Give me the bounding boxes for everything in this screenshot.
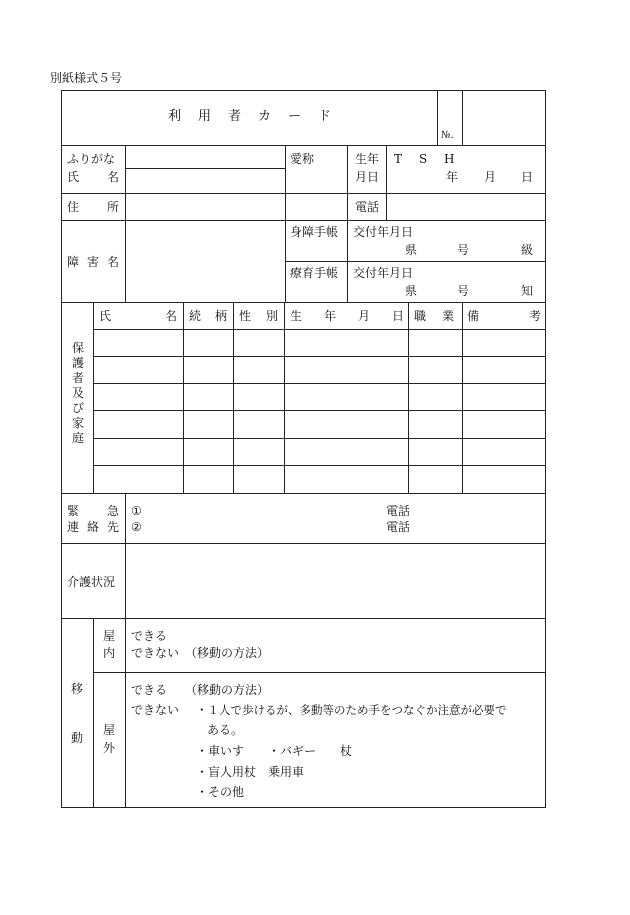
era-option: S (419, 152, 428, 166)
nickname-label: 愛称 (290, 152, 315, 166)
family-header-name: 氏 (99, 309, 112, 323)
prefecture-label: 県 (405, 243, 418, 257)
disability-label-char: 害 (87, 255, 100, 269)
outdoor-option-wheelchair: ・車いす ・バギー 杖 (196, 744, 353, 758)
outdoor-option-walk-cont: ある。 (207, 723, 244, 737)
emergency-phone-2: 電話 (386, 520, 411, 534)
issue-date-label: 交付年月日 (353, 266, 414, 280)
era-option: H (444, 152, 455, 166)
card-title-char: カ (258, 109, 272, 124)
family-header-relation: 柄 (215, 309, 228, 323)
emergency-phone-1: 電話 (386, 504, 411, 518)
name-label-char: 氏 (67, 170, 80, 184)
emergency-label-char: 緊 (67, 504, 80, 518)
family-header-birth: 生 (290, 309, 303, 323)
family-header-birth: 年 (324, 309, 337, 323)
name-label-char: 名 (107, 170, 120, 184)
address-label-char: 住 (67, 200, 80, 214)
family-header-birth: 日 (392, 309, 405, 323)
number-label: №. (441, 130, 454, 141)
knowledge-suffix: 知 (521, 284, 534, 298)
family-header-name: 名 (165, 309, 178, 323)
family-header-birth: 月 (358, 309, 371, 323)
form-code: 別紙様式５号 (50, 71, 123, 85)
disability-label-char: 障 (67, 255, 80, 269)
address-label-char: 所 (107, 200, 120, 214)
phone-label: 電話 (355, 200, 380, 214)
birth-label-line: 生年 (355, 152, 380, 166)
era-option: T (394, 152, 403, 166)
family-header-relation: 続 (189, 309, 202, 323)
guardian-vertical-label: 保 護 者 及 び 家 庭 (71, 341, 84, 445)
birth-year-unit: 年 (446, 170, 459, 184)
disability-label-char: 名 (107, 255, 120, 269)
birth-label-line: 月日 (355, 170, 380, 184)
family-header-remarks: 備 (467, 309, 480, 323)
indoor-can: できる (131, 629, 168, 643)
furigana-label: ふりがな (67, 152, 116, 166)
prefecture-label: 県 (405, 284, 418, 298)
birth-month-unit: 月 (484, 170, 497, 184)
outdoor-label-char: 屋 (103, 723, 116, 737)
indoor-label-char: 内 (103, 646, 116, 660)
outdoor-can: できる （移動の方法） (131, 683, 270, 697)
birth-day-unit: 日 (521, 170, 534, 184)
outdoor-label-char: 外 (103, 741, 116, 755)
contact-label-char: 連 (67, 520, 80, 534)
grade-suffix: 級 (521, 243, 534, 257)
mobility-label-char: 動 (71, 731, 84, 745)
card-title-char: ー (288, 109, 302, 124)
physical-handbook-label: 身障手帳 (290, 225, 339, 239)
family-header-job: 業 (442, 309, 455, 323)
indoor-label-char: 屋 (103, 629, 116, 643)
contact-label-char: 絡 (87, 520, 100, 534)
emergency-item-1: ① (131, 504, 142, 518)
card-title-char: 利 (168, 109, 182, 124)
family-header-job: 職 (414, 309, 427, 323)
outdoor-option-other: ・その他 (196, 785, 245, 799)
family-header-sex: 別 (266, 309, 279, 323)
outdoor-cannot: できない (131, 703, 180, 717)
family-header-remarks: 考 (529, 309, 542, 323)
care-status-label: 介護状況 (67, 575, 116, 589)
family-header-sex: 性 (239, 309, 252, 323)
card-title-char: 者 (228, 109, 242, 124)
issue-date-label: 交付年月日 (353, 225, 414, 239)
mobility-label-char: 移 (71, 682, 84, 696)
outdoor-option-walk: ・１人で歩けるが、多動等のため手をつなぐか注意が必要で (196, 703, 507, 717)
number-suffix: 号 (457, 284, 470, 298)
card-title-char: ド (318, 109, 332, 124)
card-title-char: 用 (198, 109, 212, 124)
emergency-label-char: 急 (107, 504, 120, 518)
outdoor-option-cane: ・盲人用杖 乗用車 (196, 765, 305, 779)
emergency-item-2: ② (131, 520, 142, 534)
number-suffix: 号 (457, 243, 470, 257)
rehab-handbook-label: 療育手帳 (290, 266, 339, 280)
indoor-cannot: できない （移動の方法） (131, 646, 270, 660)
contact-label-char: 先 (107, 520, 120, 534)
